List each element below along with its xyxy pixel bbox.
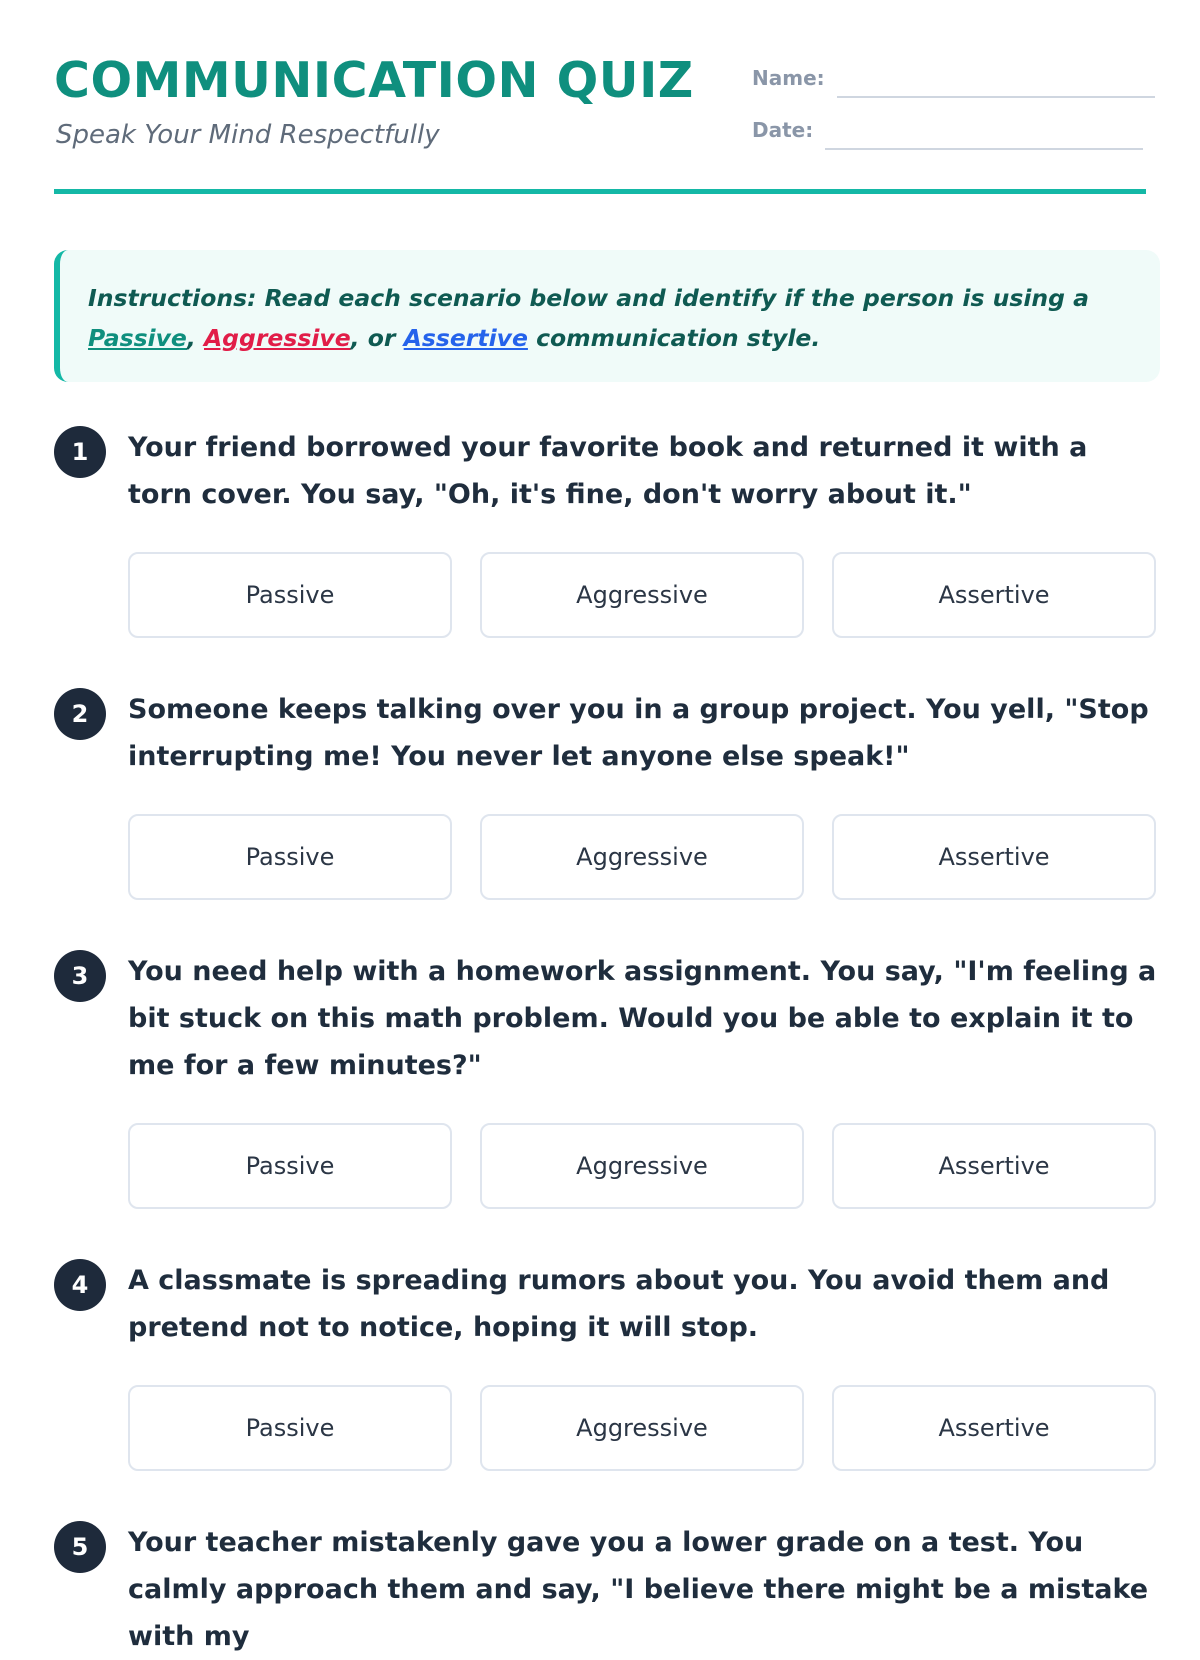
question-text: You need help with a homework assignment. You say, "I'm feeling a bit stuck on this math problem. Would you be able to explain it to me for a few minutes?" bbox=[128, 956, 1157, 1081]
keyword-aggressive: Aggressive bbox=[203, 324, 351, 352]
instructions-prefix: Instructions: Read each scenario below and identify if the person is using a bbox=[88, 284, 1089, 312]
option-passive-button[interactable]: Passive bbox=[128, 1385, 452, 1471]
question-text: Your friend borrowed your favorite book and returned it with a torn cover. You say, "Oh, it's fine, don't worry about it." bbox=[128, 432, 1088, 510]
option-passive-button[interactable]: Passive bbox=[128, 814, 452, 900]
option-assertive-button[interactable]: Assertive bbox=[832, 552, 1156, 638]
name-label: Name: bbox=[752, 66, 825, 90]
instructions-box bbox=[54, 250, 1160, 382]
option-assertive-button[interactable]: Assertive bbox=[832, 1385, 1156, 1471]
question-number-badge: 2 bbox=[54, 688, 106, 740]
answer-options bbox=[128, 1123, 1160, 1209]
option-assertive-button[interactable]: Assertive bbox=[832, 814, 1156, 900]
question-1 bbox=[54, 424, 1160, 638]
question-text: Your teacher mistakenly gave you a lower grade on a test. You calmly approach them and say, "I believe there might be a mistake with my bbox=[128, 1527, 1149, 1652]
question-text: A classmate is spreading rumors about you. You avoid them and pretend not to notice, hoping it will stop. bbox=[128, 1265, 1110, 1343]
instructions-sep-1: , bbox=[186, 324, 204, 352]
date-label: Date: bbox=[752, 118, 814, 142]
question-2 bbox=[54, 686, 1160, 900]
quiz-header bbox=[54, 0, 1146, 194]
question-3 bbox=[54, 948, 1160, 1209]
option-passive-button[interactable]: Passive bbox=[128, 1123, 452, 1209]
keyword-passive: Passive bbox=[88, 324, 187, 352]
name-field[interactable] bbox=[752, 66, 1155, 90]
answer-options bbox=[128, 1385, 1160, 1471]
date-field[interactable] bbox=[752, 118, 1143, 142]
name-input-line[interactable] bbox=[837, 96, 1155, 98]
option-passive-button[interactable]: Passive bbox=[128, 552, 452, 638]
question-text: Someone keeps talking over you in a group project. You yell, "Stop interrupting me! You never let anyone else speak!" bbox=[128, 694, 1149, 772]
question-number-badge: 1 bbox=[54, 426, 106, 478]
option-assertive-button[interactable]: Assertive bbox=[832, 1123, 1156, 1209]
option-aggressive-button[interactable]: Aggressive bbox=[480, 1385, 804, 1471]
answer-options bbox=[128, 814, 1160, 900]
keyword-assertive: Assertive bbox=[403, 324, 528, 352]
question-4 bbox=[54, 1257, 1160, 1471]
date-input-line[interactable] bbox=[825, 148, 1143, 150]
option-aggressive-button[interactable]: Aggressive bbox=[480, 814, 804, 900]
question-number-badge: 3 bbox=[54, 950, 106, 1002]
option-aggressive-button[interactable]: Aggressive bbox=[480, 552, 804, 638]
option-aggressive-button[interactable]: Aggressive bbox=[480, 1123, 804, 1209]
page-subtitle: Speak Your Mind Respectfully bbox=[56, 120, 440, 150]
question-5 bbox=[54, 1519, 1160, 1660]
question-number-badge: 4 bbox=[54, 1259, 106, 1311]
question-number-badge: 5 bbox=[54, 1521, 106, 1573]
page-title: COMMUNICATION QUIZ bbox=[54, 52, 694, 109]
instructions-suffix: communication style. bbox=[527, 324, 821, 352]
answer-options bbox=[128, 552, 1160, 638]
instructions-sep-2: , or bbox=[350, 324, 404, 352]
